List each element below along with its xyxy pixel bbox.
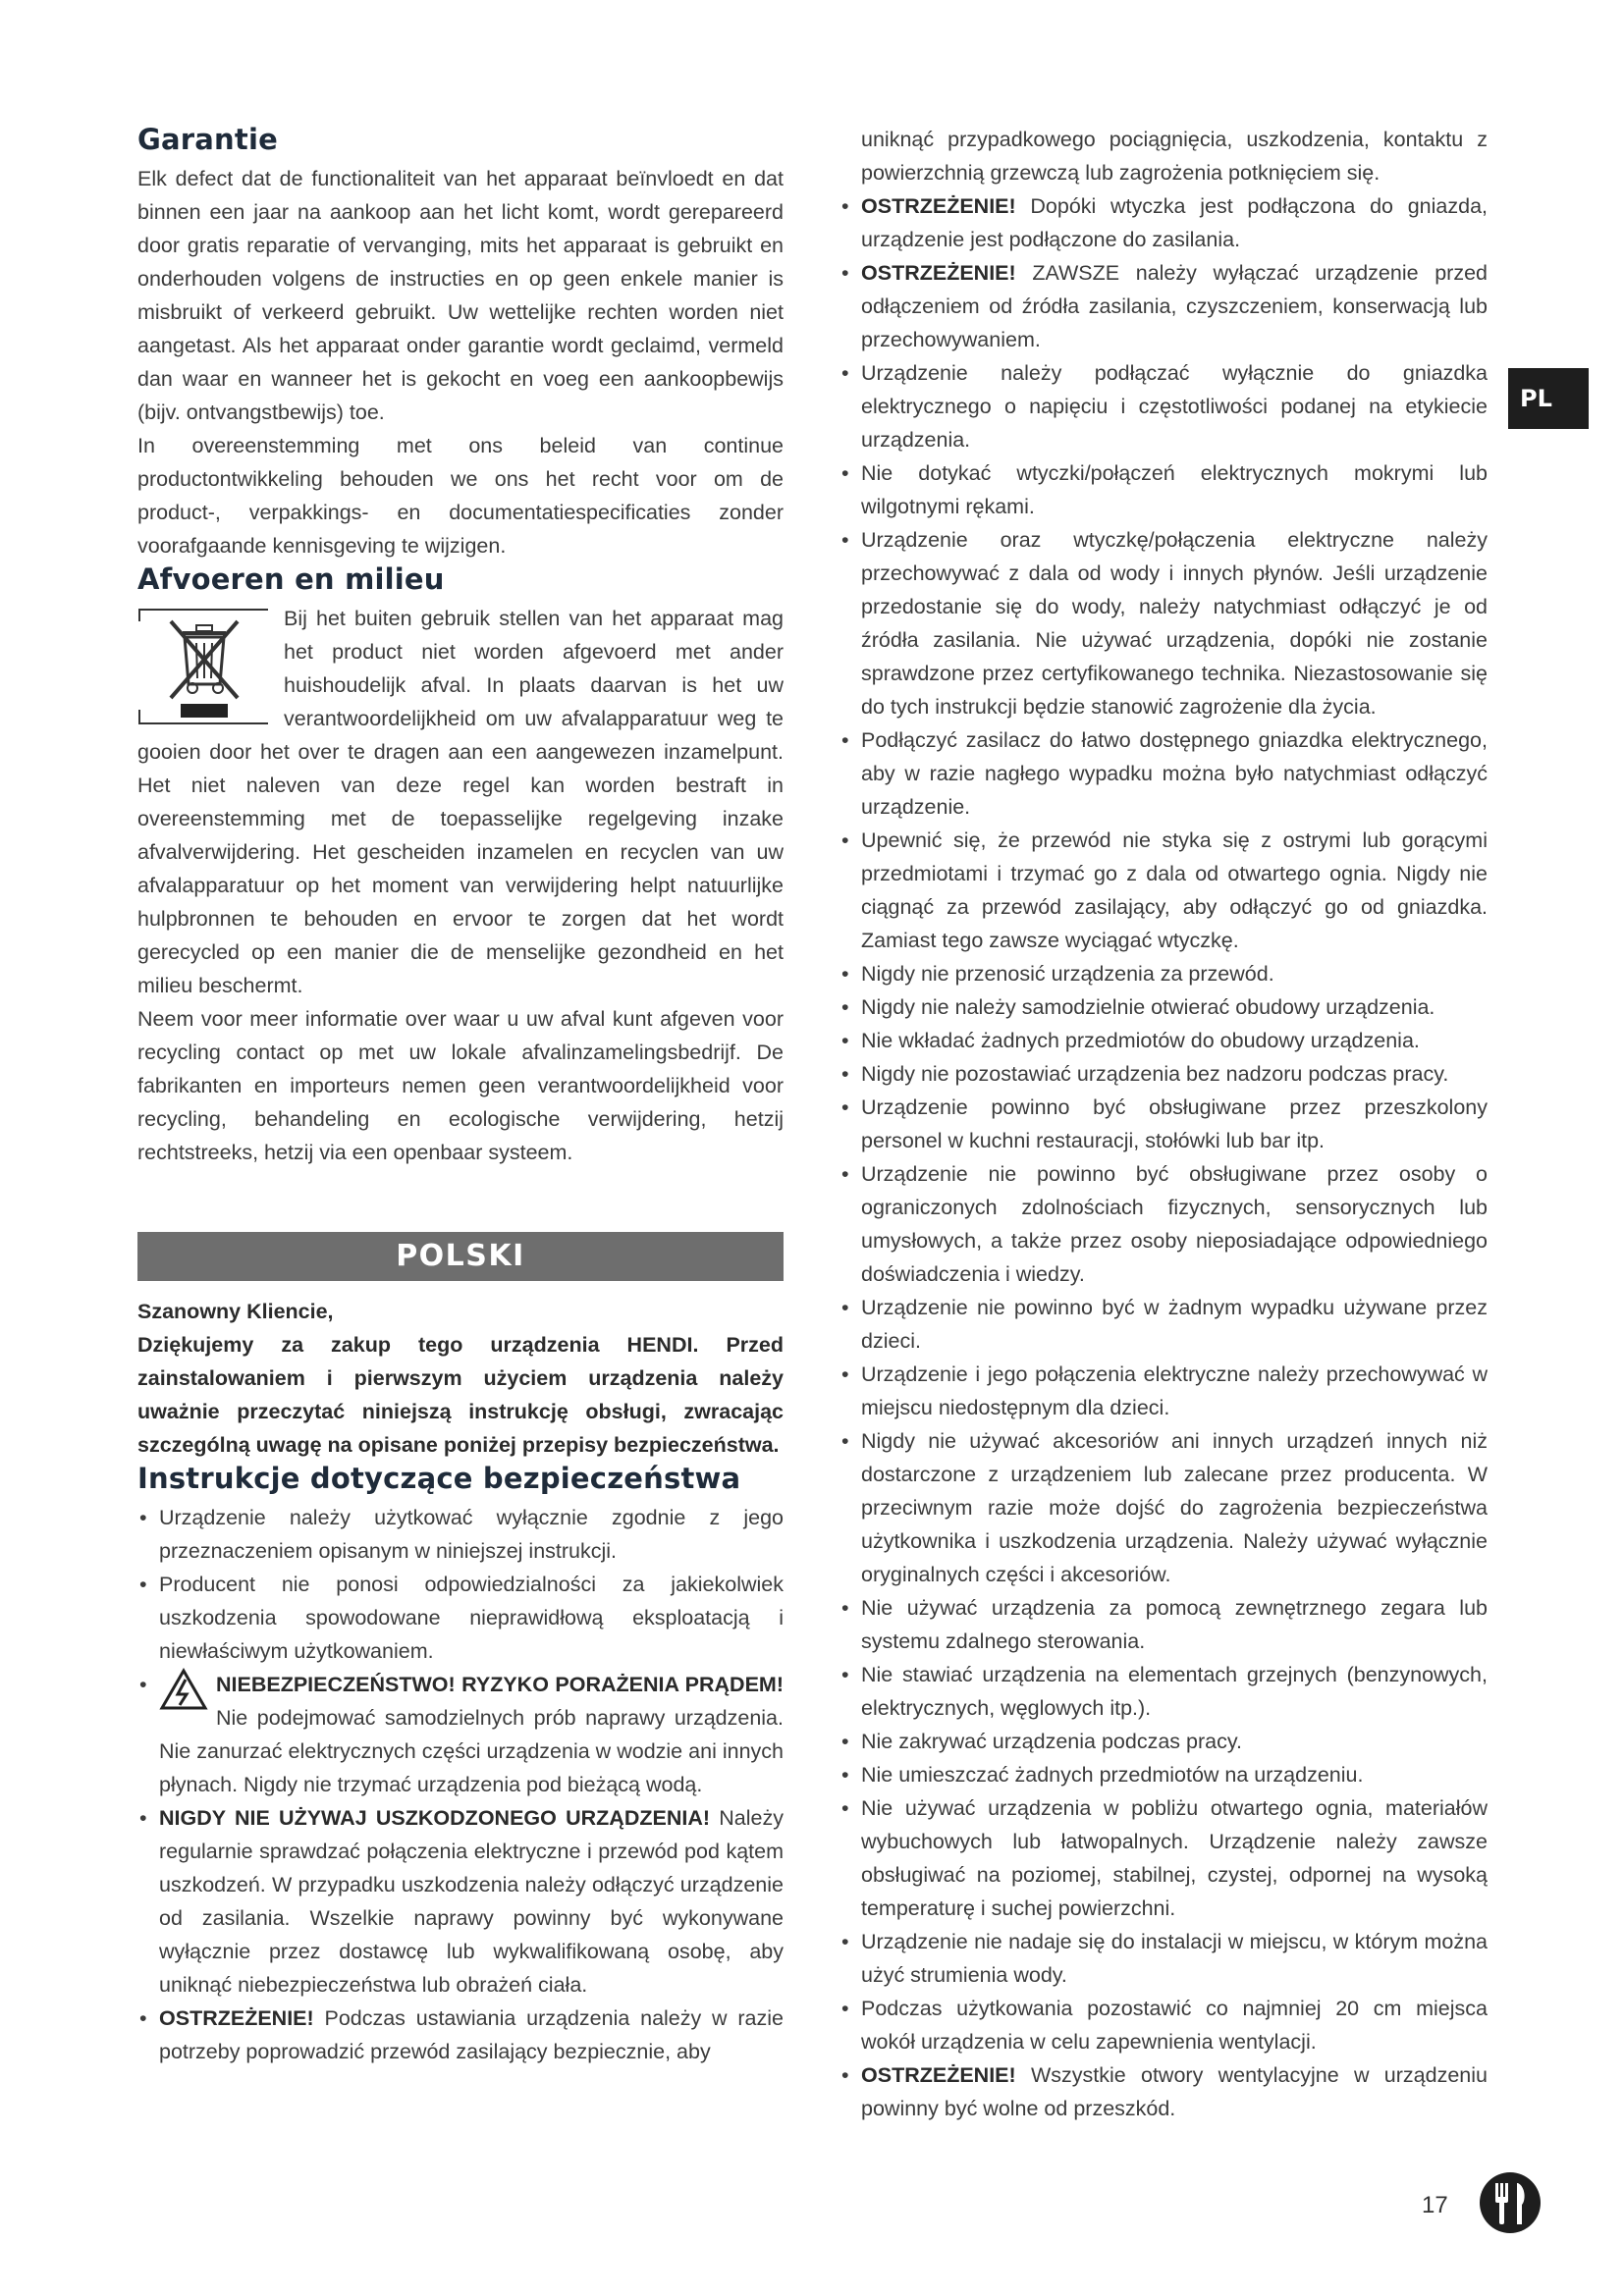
right-bullet-list: [839, 189, 1488, 2125]
list-item: • Nigdy nie pozostawiać urządzenia bez nadzoru podczas pracy.: [839, 1057, 1488, 1091]
list-item: • Urządzenie należy użytkować wyłącznie zgodnie z jego przeznaczeniem opisanym w niniejszej instrukcji.: [137, 1501, 784, 1568]
list-item: • Urządzenie powinno być obsługiwane przez przeszkolony personel w kuchni restauracji, stołówki lub bar itp.: [839, 1091, 1488, 1157]
list-item: • NIGDY NIE UŻYWAJ USZKODZONEGO URZĄDZENIA! Należy regularnie sprawdzać połączenia elektryczne i przewód pod kątem uszkodzeń. W przypadku uszkodzenia należy odłączyć urządzenie od zasilania. Wszelkie naprawy powinny być wykonywane wyłącznie przez dostawcę lub wykwalifikowaną osobę, aby uniknąć niebezpieczeństwa lub obrażeń ciała.: [137, 1801, 784, 2002]
language-tab-pl: PL: [1508, 368, 1589, 429]
list-item: • Nigdy nie przenosić urządzenia za przewód.: [839, 957, 1488, 990]
list-item: • Nie dotykać wtyczki/połączeń elektrycznych mokrymi lub wilgotnymi rękami.: [839, 456, 1488, 523]
warning-triangle-icon: [159, 1668, 208, 1711]
list-item: • Upewnić się, że przewód nie styka się z ostrymi lub gorącymi przedmiotami i trzymać go z dala od otwartego ognia. Nigdy nie ciągnąć za przewód zasilający, aby odłączyć go od gniazdka. Zamiast tego zawsze wyciągać wtyczkę.: [839, 824, 1488, 957]
list-item: • OSTRZEŻENIE! Podczas ustawiania urządzenia należy w razie potrzeby poprowadzić przewód zasilający bezpiecznie, aby: [137, 2002, 784, 2068]
list-item: • OSTRZEŻENIE! Dopóki wtyczka jest podłączona do gniazda, urządzenie jest podłączone do zasilania.: [839, 189, 1488, 256]
cutlery-logo-icon: [1479, 2171, 1542, 2234]
garantie-text-2: In overeenstemming met ons beleid van continue productontwikkeling behouden we ons het recht voor om de product-, verpakkings- en documentatiespecificaties zonder voorafgaande kennisgeving te wijzigen.: [137, 434, 784, 558]
list-item: • Urządzenie oraz wtyczkę/połączenia elektryczne należy przechowywać z dala od wody i innych płynów. Jeśli urządzenie przedostanie się do wody, należy natychmiast odłączyć je od źródła zasilania. Nie używać urządzenia, dopóki nie zostanie sprawdzone przez certyfikowanego technika. Niezastosowanie się do tych instrukcji będzie stanowić zagrożenie dla życia.: [839, 523, 1488, 723]
afvoeren-block: [137, 602, 784, 1002]
list-item: • Nie zakrywać urządzenia podczas pracy.: [839, 1725, 1488, 1758]
page-number: 17: [1422, 2192, 1448, 2218]
list-item: • OSTRZEŻENIE! Wszystkie otwory wentylacyjne w urządzeniu powinny być wolne od przeszkód.: [839, 2058, 1488, 2125]
left-bullet-list: [137, 1501, 784, 2068]
list-item: • Nie stawiać urządzenia na elementach grzejnych (benzynowych, elektrycznych, węglowych itp.).: [839, 1658, 1488, 1725]
left-column: [137, 123, 784, 2068]
right-column: [839, 123, 1488, 2125]
list-item: • Urządzenie nie powinno być w żadnym wypadku używane przez dzieci.: [839, 1291, 1488, 1358]
list-item: • Urządzenie nie nadaje się do instalacji w miejscu, w którym można użyć strumienia wody.: [839, 1925, 1488, 1992]
afvoeren-text-2: Neem voor meer informatie over waar u uw afval kunt afgeven voor recycling contact op met uw lokale afvalinzamelingsbedrijf. De fabrikanten en importeurs nemen geen verantwoordelijkheid voor recycling, behandeling en ecologische verwijdering, hetzij rechtstreeks, hetzij via een openbaar systeem.: [137, 1007, 784, 1164]
greeting-line-2: Dziękujemy za zakup tego urządzenia HENDI. Przed zainstalowaniem i pierwszym użyciem urządzenia należy uważnie przeczytać niniejszą instrukcję obsługi, zwracając szczególną uwagę na opisane poniżej przepisy bezpieczeństwa.: [137, 1333, 784, 1457]
list-item: • OSTRZEŻENIE! ZAWSZE należy wyłączać urządzenie przed odłączeniem od źródła zasilania, czyszczeniem, konserwacją lub przechowywaniem.: [839, 256, 1488, 356]
list-item: • Nie wkładać żadnych przedmiotów do obudowy urządzenia.: [839, 1024, 1488, 1057]
list-item: • Producent nie ponosi odpowiedzialności za jakiekolwiek uszkodzenia spowodowane nieprawidłową eksploatacją i niewłaściwym użytkowaniem.: [137, 1568, 784, 1668]
list-item: • Podczas użytkowania pozostawić co najmniej 20 cm miejsca wokół urządzenia w celu zapewnienia wentylacji.: [839, 1992, 1488, 2058]
list-item: • Nie używać urządzenia w pobliżu otwartego ognia, materiałów wybuchowych lub łatwopalnych. Urządzenie należy zawsze obsługiwać na poziomej, stabilnej, czystej, odpornej na wysoką temperaturę i suchej powierzchni.: [839, 1791, 1488, 1925]
section-title-garantie: Garantie: [137, 123, 278, 156]
list-item: • Nigdy nie używać akcesoriów ani innych urządzeń innych niż dostarczone z urządzeniem lub zalecane przez producenta. W przeciwnym razie może dojść do zagrożenia bezpieczeństwa użytkownika i uszkodzenia urządzenia. Należy używać wyłącznie oryginalnych części i akcesoriów.: [839, 1424, 1488, 1591]
garantie-text: Elk defect dat de functionaliteit van het apparaat beïnvloedt en dat binnen een jaar na aankoop aan het licht komt, wordt gerepareerd door gratis reparatie of vervanging, mits het apparaat is gebruikt en onderhouden volgens de instructies en op geen enkele manier is misbruikt of verkeerd gebruikt. Uw wettelijke rechten worden niet aangetast. Als het apparaat onder garantie wordt geclaimd, vermeld dan waar en wanneer het is gekocht en voeg een aankoopbewijs (bijv. ontvangstbewijs) toe.: [137, 167, 784, 424]
list-item: • Nie umieszczać żadnych przedmiotów na urządzeniu.: [839, 1758, 1488, 1791]
list-item: • Nie używać urządzenia za pomocą zewnętrznego zegara lub systemu zdalnego sterowania.: [839, 1591, 1488, 1658]
list-item: • Urządzenie nie powinno być obsługiwane przez osoby o ograniczonych zdolnościach fizycznych, sensorycznych lub umysłowych, a także przez osoby nieposiadające odpowiedniego doświadczenia i wiedzy.: [839, 1157, 1488, 1291]
greeting-line-1: Szanowny Kliencie,: [137, 1300, 334, 1323]
list-item: • Nigdy nie należy samodzielnie otwierać obudowy urządzenia.: [839, 990, 1488, 1024]
list-item: • Urządzenie i jego połączenia elektryczne należy przechowywać w miejscu niedostępnym dla dzieci.: [839, 1358, 1488, 1424]
afvoeren-text: Bij het buiten gebruik stellen van het apparaat mag het product niet worden afgevoerd met ander huishoudelijk afval. In plaats daarvan is het uw verantwoordelijkheid om uw afvalapparatuur weg te gooien door het over te dragen aan een aangewezen inzamelpunt. Het niet naleven van deze regel kan worden bestraft in overeenstemming met de toepasselijke regelgeving inzake afvalverwijdering. Het gescheiden inzamelen en recyclen van uw afvalapparatuur op het moment van verwijdering helpt natuurlijke hulpbronnen te behouden en ervoor te zorgen dat het wordt gerecycled op een manier die de menselijke gezondheid en het milieu beschermt.: [137, 607, 784, 997]
language-banner: POLSKI: [137, 1232, 784, 1281]
weee-bin-icon: [137, 608, 270, 725]
continuation-text: uniknąć przypadkowego pociągnięcia, uszkodzenia, kontaktu z powierzchnią grzewczą lub zagrożenia potknięciem się.: [861, 128, 1488, 185]
section-title-afvoeren: Afvoeren en milieu: [137, 562, 445, 596]
list-item: • Podłączyć zasilacz do łatwo dostępnego gniazdka elektrycznego, aby w razie nagłego wypadku można było natychmiast odłączyć urządzenie.: [839, 723, 1488, 824]
section-title-instrukcje: Instrukcje dotyczące bezpieczeństwa: [137, 1462, 741, 1495]
list-item: • NIEBEZPIECZEŃSTWO! RYZYKO PORAŻENIA PRĄDEM! Nie podejmować samodzielnych prób naprawy urządzenia. Nie zanurzać elektrycznych części urządzenia w wodzie ani innych płynach. Nigdy nie trzymać urządzenia pod bieżącą wodą.: [137, 1668, 784, 1801]
list-item: • Urządzenie należy podłączać wyłącznie do gniazdka elektrycznego o napięciu i częstotliwości podanej na etykiecie urządzenia.: [839, 356, 1488, 456]
